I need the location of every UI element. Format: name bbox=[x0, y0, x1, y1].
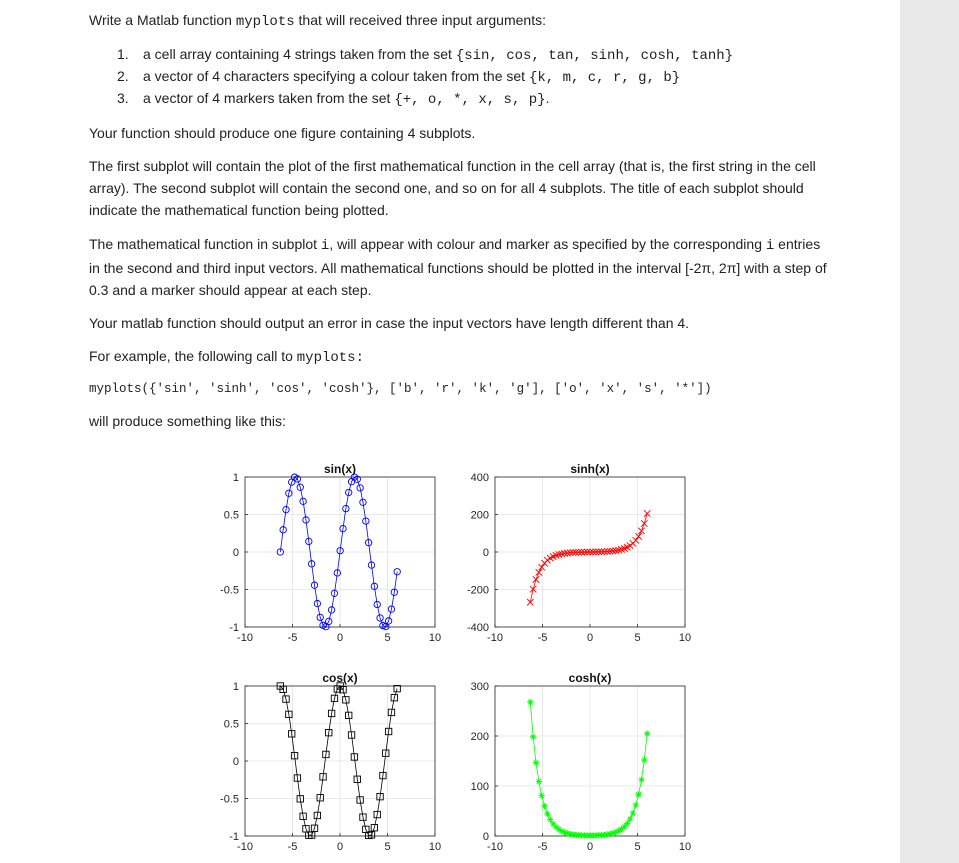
list-text: a vector of 4 markers taken from the set bbox=[143, 90, 395, 106]
y-tick-label: -0.5 bbox=[220, 793, 239, 806]
x-tick-label: 5 bbox=[384, 632, 391, 644]
data-point bbox=[638, 777, 644, 783]
subplot-title: sin(x) bbox=[323, 462, 357, 476]
subplot-sinh bbox=[467, 462, 691, 644]
y-tick-label: -1 bbox=[229, 622, 239, 634]
x-tick-label: -10 bbox=[237, 632, 253, 644]
inline-code: i bbox=[320, 238, 330, 254]
x-tick-label: 10 bbox=[678, 841, 692, 853]
x-tick-label: 0 bbox=[586, 841, 594, 853]
paragraph bbox=[89, 233, 829, 301]
x-tick-label: 10 bbox=[428, 632, 442, 644]
data-point bbox=[533, 759, 539, 765]
paragraph: The first subplot will contain the plot of the first mathematical function in the cell array (that is, the first string in the cell array). The second subplot will contain the second one, and so on for all 4 subplots. The title of each subplot should indicate the mathematical function being plotted. bbox=[89, 158, 816, 218]
function-name-code: myplots bbox=[235, 14, 295, 30]
list-tail: . bbox=[545, 90, 550, 106]
list-code: {sin, cos, tan, sinh, cosh, tanh} bbox=[455, 48, 734, 64]
data-point bbox=[527, 699, 533, 705]
data-point bbox=[539, 792, 545, 798]
y-tick-label: 400 bbox=[470, 472, 489, 484]
list-number: 2. bbox=[117, 68, 129, 84]
y-tick-label: 1 bbox=[232, 472, 239, 484]
y-tick-label: 100 bbox=[470, 781, 489, 793]
data-point bbox=[633, 537, 639, 543]
y-tick-label: 0.5 bbox=[223, 509, 239, 522]
x-tick-label: -5 bbox=[537, 841, 548, 853]
y-tick-label: -0.5 bbox=[220, 584, 239, 597]
x-tick-label: 0 bbox=[336, 632, 344, 644]
list-text: a cell array containing 4 strings taken from the set bbox=[143, 46, 456, 62]
subplot-cosh bbox=[471, 671, 691, 853]
y-tick-label: 200 bbox=[470, 731, 489, 743]
y-tick-label: 0 bbox=[232, 756, 239, 768]
data-point bbox=[624, 820, 630, 826]
code-example: myplots({'sin', 'sinh', 'cos', 'cosh'}, ['b', 'r', 'k', 'g'], ['o', 'x', 's', '*']) bbox=[89, 382, 712, 396]
list-number: 3. bbox=[117, 90, 129, 106]
data-point bbox=[641, 520, 647, 526]
x-tick-label: 5 bbox=[634, 841, 641, 853]
y-tick-label: 200 bbox=[470, 509, 489, 522]
paragraph-text: entries in the second and third input vectors. All mathematical functions should be plotted in the interval [-2π, 2π] with a step of 0.3 and a marker should appear at each step. bbox=[89, 236, 827, 298]
data-point bbox=[536, 778, 542, 784]
intro-paragraph bbox=[89, 9, 829, 33]
subplot-figure bbox=[190, 450, 730, 863]
y-tick-label: 1 bbox=[232, 681, 239, 693]
inline-code: i bbox=[765, 238, 775, 254]
list-item bbox=[117, 43, 733, 67]
paragraph-text: The mathematical function in subplot bbox=[89, 236, 321, 252]
data-point bbox=[644, 510, 650, 516]
intro-text-tail: that will received three input arguments: bbox=[294, 12, 546, 28]
x-tick-label: 0 bbox=[336, 841, 344, 853]
subplot-sin bbox=[220, 462, 441, 644]
data-point bbox=[547, 816, 553, 822]
x-tick-label: -5 bbox=[287, 632, 298, 644]
paragraph: Your matlab function should output an error in case the input vectors have length different than 4. bbox=[89, 315, 690, 331]
y-tick-label: -400 bbox=[466, 622, 489, 634]
data-point bbox=[627, 816, 633, 822]
list-text: a vector of 4 characters specifying a colour taken from the set bbox=[143, 68, 529, 84]
y-tick-label: 0 bbox=[232, 547, 239, 559]
data-point bbox=[530, 734, 536, 740]
paragraph: will produce something like this: bbox=[89, 413, 286, 429]
subplot-title: cos(x) bbox=[322, 671, 358, 685]
inline-code: myplots: bbox=[296, 350, 364, 366]
data-point bbox=[541, 803, 547, 809]
paragraph-text: For example, the following call to bbox=[89, 348, 297, 364]
data-point bbox=[533, 576, 539, 582]
y-tick-label: 0 bbox=[482, 547, 489, 559]
x-tick-label: -10 bbox=[487, 632, 503, 644]
x-tick-label: 5 bbox=[634, 632, 641, 644]
data-point bbox=[641, 757, 647, 763]
subplot-title: cosh(x) bbox=[568, 671, 612, 685]
series-line bbox=[530, 514, 647, 603]
y-tick-label: 300 bbox=[470, 681, 489, 693]
data-point bbox=[527, 599, 533, 605]
x-tick-label: 10 bbox=[678, 632, 692, 644]
page-margin-strip bbox=[900, 0, 959, 863]
x-tick-label: -5 bbox=[537, 632, 548, 644]
paragraph bbox=[89, 345, 829, 369]
paragraph: Your function should produce one figure containing 4 subplots. bbox=[89, 125, 476, 141]
y-tick-label: -200 bbox=[466, 584, 489, 597]
subplot-cos bbox=[220, 671, 441, 853]
data-point bbox=[633, 802, 639, 808]
y-tick-label: -1 bbox=[229, 831, 239, 843]
list-item bbox=[117, 87, 549, 111]
x-tick-label: -5 bbox=[287, 841, 298, 853]
subplot-title: sinh(x) bbox=[570, 462, 610, 476]
intro-text: Write a Matlab function bbox=[89, 12, 236, 28]
x-tick-label: 5 bbox=[384, 841, 391, 853]
x-tick-label: 10 bbox=[428, 841, 442, 853]
list-number: 1. bbox=[117, 46, 129, 62]
paragraph-text: , will appear with colour and marker as specified by the corresponding bbox=[329, 236, 766, 252]
data-point bbox=[630, 810, 636, 816]
y-tick-label: 0 bbox=[482, 831, 489, 843]
data-point bbox=[544, 811, 550, 817]
x-tick-label: -10 bbox=[237, 841, 253, 853]
list-item bbox=[117, 65, 680, 89]
x-tick-label: 0 bbox=[586, 632, 594, 644]
data-point bbox=[644, 730, 650, 736]
data-point bbox=[394, 685, 400, 691]
x-tick-label: -10 bbox=[487, 841, 503, 853]
y-tick-label: 0.5 bbox=[223, 718, 239, 731]
list-code: {k, m, c, r, g, b} bbox=[528, 70, 681, 86]
data-point bbox=[635, 791, 641, 797]
list-code: {+, o, *, x, s, p} bbox=[394, 92, 546, 108]
